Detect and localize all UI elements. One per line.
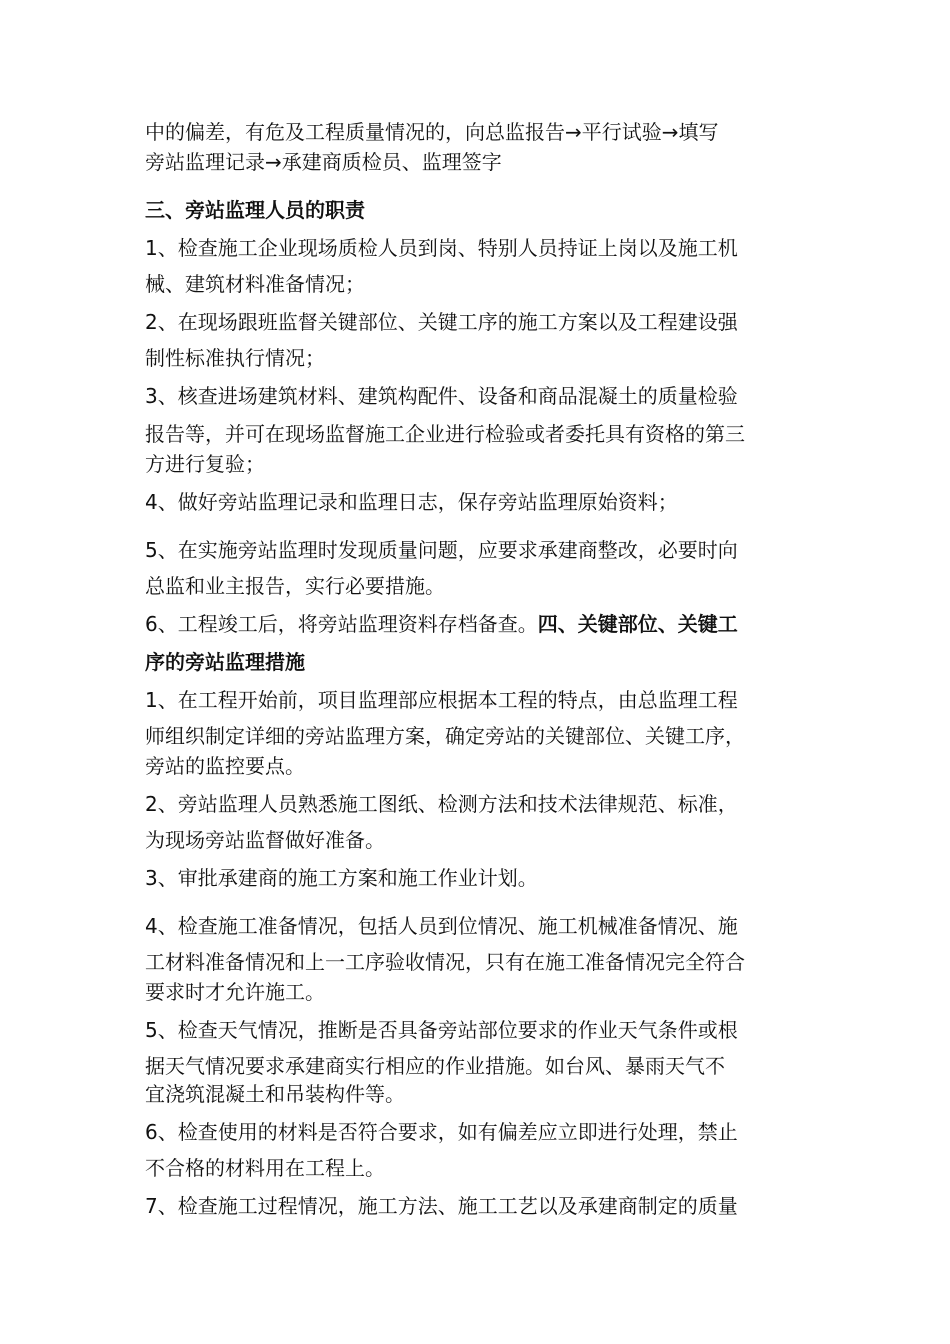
text-line: 1、检查施工企业现场质检人员到岗、特别人员持证上岗以及施工机: [145, 236, 738, 260]
text-segment: 6、工程竣工后，将旁站监理资料存档备查。: [145, 612, 538, 636]
text-line: 旁站监理记录→承建商质检员、监理签字: [145, 150, 502, 174]
text-line: 7、检查施工过程情况，施工方法、施工工艺以及承建商制定的质量: [145, 1194, 738, 1218]
text-line: 1、在工程开始前，项目监理部应根据本工程的特点，由总监理工程: [145, 688, 738, 712]
text-line: 为现场旁站监督做好准备。: [145, 828, 385, 852]
text-line: 3、审批承建商的施工方案和施工作业计划。: [145, 866, 538, 890]
text-line: 要求时才允许施工。: [145, 980, 325, 1004]
text-line: 3、核查进场建筑材料、建筑构配件、设备和商品混凝土的质量检验: [145, 384, 738, 408]
text-line: 旁站的监控要点。: [145, 754, 305, 778]
text-line: 制性标准执行情况；: [145, 346, 325, 370]
section-heading-continued: 序的旁站监理措施: [145, 650, 305, 674]
text-line: 2、旁站监理人员熟悉施工图纸、检测方法和技术法律规范、标准，: [145, 792, 738, 816]
text-line: 4、检查施工准备情况，包括人员到位情况、施工机械准备情况、施: [145, 914, 738, 938]
text-line: 工材料准备情况和上一工序验收情况，只有在施工准备情况完全符合: [145, 950, 745, 974]
text-line: 2、在现场跟班监督关键部位、关键工序的施工方案以及工程建设强: [145, 310, 738, 334]
text-line: 宜浇筑混凝土和吊装构件等。: [145, 1082, 405, 1106]
text-line-with-heading: [145, 610, 738, 638]
text-line: 5、在实施旁站监理时发现质量问题，应要求承建商整改，必要时向: [145, 538, 738, 562]
text-line: 据天气情况要求承建商实行相应的作业措施。如台风、暴雨天气不: [145, 1054, 725, 1078]
text-line: 方进行复验；: [145, 452, 265, 476]
text-line: 5、检查天气情况，推断是否具备旁站部位要求的作业天气条件或根: [145, 1018, 738, 1042]
text-line: 师组织制定详细的旁站监理方案，确定旁站的关键部位、关键工序，: [145, 724, 745, 748]
section-heading: 三、旁站监理人员的职责: [145, 198, 365, 222]
text-line: 中的偏差，有危及工程质量情况的，向总监报告→平行试验→填写: [145, 120, 719, 144]
text-line: 4、做好旁站监理记录和监理日志，保存旁站监理原始资料；: [145, 490, 678, 514]
section-heading-inline: 四、关键部位、关键工: [537, 612, 738, 636]
text-line: 械、建筑材料准备情况；: [145, 272, 365, 296]
text-line: 6、检查使用的材料是否符合要求，如有偏差应立即进行处理，禁止: [145, 1120, 738, 1144]
text-line: 不合格的材料用在工程上。: [145, 1156, 385, 1180]
text-line: 总监和业主报告，实行必要措施。: [145, 574, 445, 598]
text-line: 报告等，并可在现场监督施工企业进行检验或者委托具有资格的第三: [145, 422, 745, 446]
